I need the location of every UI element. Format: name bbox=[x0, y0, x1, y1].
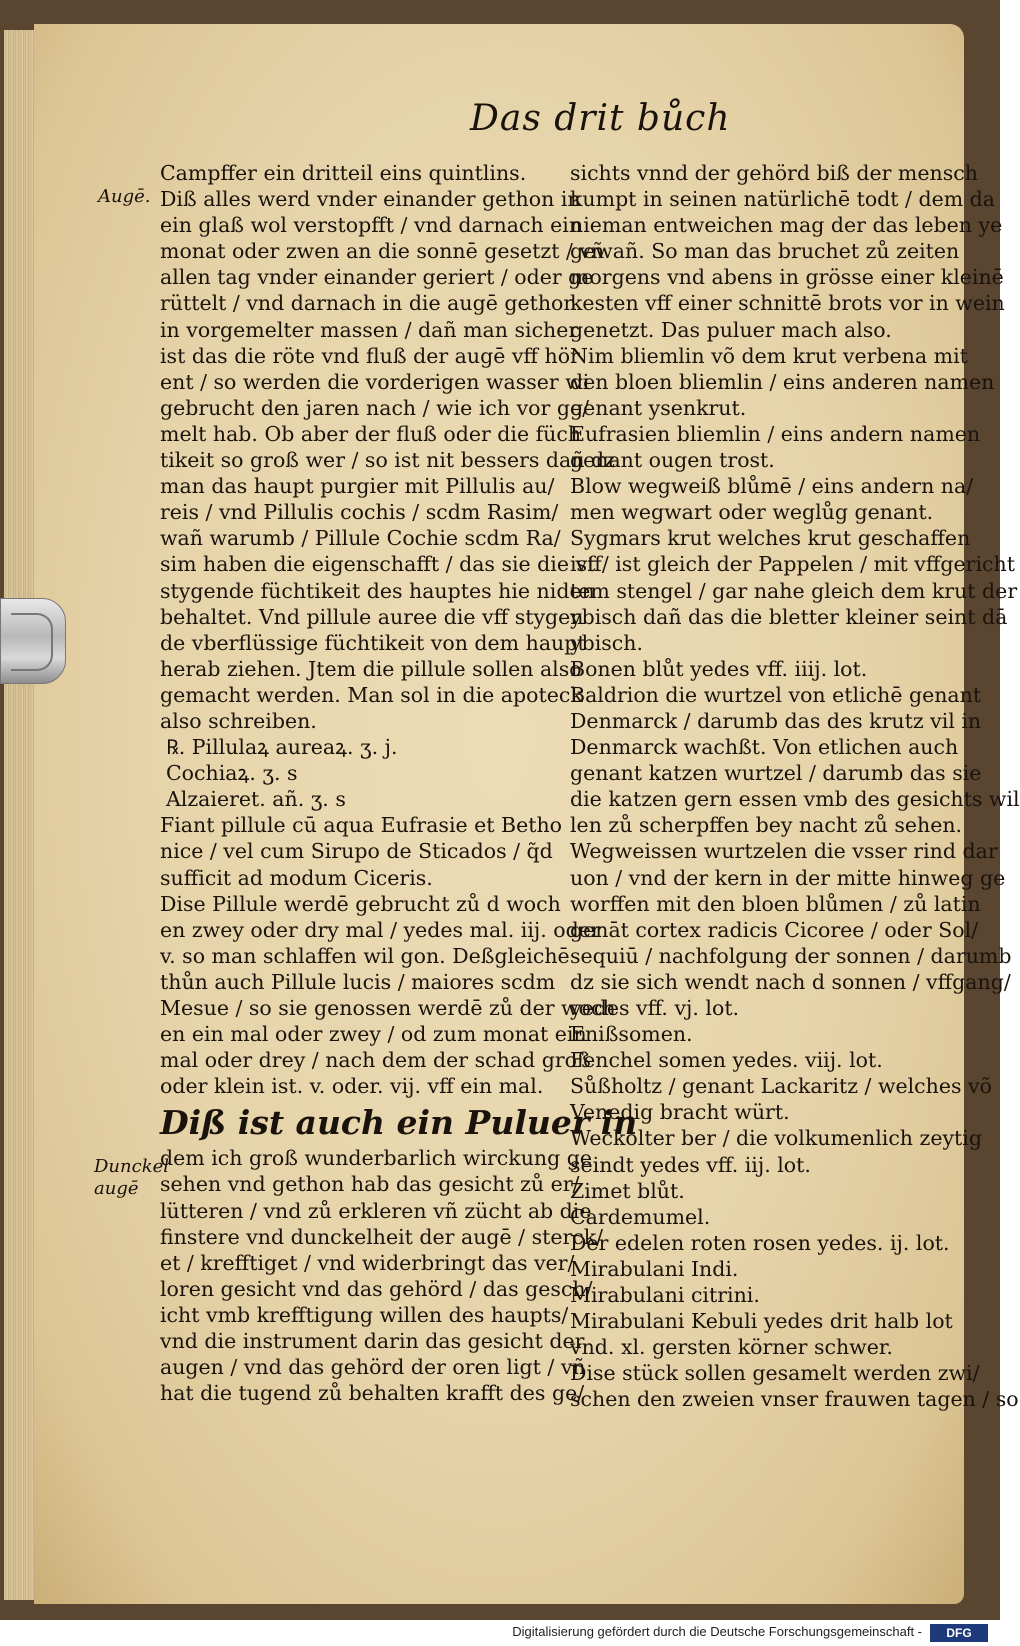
text-line: finstere vnd dunckelheit der augē / sterck/ bbox=[160, 1224, 604, 1249]
text-line: wañ warumb / Pillule Cochie scdm Ra/ bbox=[160, 526, 561, 551]
text-line: die katzen gern essen vmb des gesichts wil bbox=[570, 787, 1020, 812]
text-line: Mirabulani citrini. bbox=[570, 1283, 760, 1308]
text-line: genāt cortex radicis Cicoree / oder Sol/ bbox=[570, 917, 979, 942]
text-line: stygende füchtikeit des hauptes hie niden bbox=[160, 578, 595, 603]
text-line: Weckolter ber / die volkumenlich zeytig bbox=[570, 1126, 982, 1151]
text-line: ybisch. bbox=[570, 630, 643, 655]
text-line: worffen mit den bloen blůmen / zů latin bbox=[570, 891, 981, 916]
text-line: Zimet blůt. bbox=[570, 1178, 685, 1203]
text-line: en ein mal oder zwey / od zum monat ein bbox=[160, 1022, 587, 1047]
text-line: Sůßholtz / genant Lackaritz / welches võ bbox=[570, 1074, 992, 1099]
text-line: allen tag vnder einander geriert / oder ge bbox=[160, 265, 594, 290]
text-line: et / krefftiget / vnd widerbringt das ver/ bbox=[160, 1250, 575, 1275]
recipe-line: Cochiaꝝ. ʒ. s bbox=[166, 761, 298, 786]
text-line: genant katzen wurtzel / darumb das sie bbox=[570, 761, 982, 786]
right-text-block bbox=[570, 160, 1020, 1413]
text-line: kumpt in seinen natürlichē todt / dem da bbox=[570, 187, 996, 212]
text-line: vnd. xl. gersten körner schwer. bbox=[570, 1335, 893, 1360]
text-line: genant ougen trost. bbox=[570, 448, 775, 473]
text-line: vnd die instrument darin das gesicht der bbox=[160, 1329, 585, 1354]
text-line: sichts vnnd der gehörd biß der mensch bbox=[570, 161, 978, 185]
text-line: mal oder drey / nach dem der schad groß bbox=[160, 1048, 591, 1073]
text-line: dem ich groß wunderbarlich wirckung ge bbox=[160, 1146, 593, 1171]
left-text-block-b bbox=[160, 812, 616, 1099]
footer-credit: Digitalisierung gefördert durch die Deutsche Forschungsgemeinschaft - bbox=[512, 1624, 922, 1639]
text-line: ybisch dañ das die bletter kleiner seint dā bbox=[570, 604, 1008, 629]
text-line: Campffer ein dritteil eins quintlins. bbox=[160, 161, 527, 185]
text-line: Baldrion die wurtzel von etlichē genant bbox=[570, 682, 982, 707]
text-line: genant ysenkrut. bbox=[570, 395, 747, 420]
text-line: tikeit so groß wer / so ist nit bessers dañ dz bbox=[160, 448, 615, 473]
text-line: Fiant pillule cū aqua Eufrasie et Betho bbox=[160, 813, 563, 838]
text-line: ist das die röte vnd fluß der augē vff hör bbox=[160, 343, 580, 368]
text-line: gewañ. So man das bruchet zů zeiten bbox=[570, 239, 960, 264]
text-line: reis / vnd Pillulis cochis / scdm Rasim/ bbox=[160, 500, 559, 525]
recipe-line: ℞. Pillulaꝝ aureaꝝ. ʒ. j. bbox=[166, 735, 398, 760]
text-line: icht vmb krefftigung willen des haupts/ bbox=[160, 1302, 569, 1327]
text-line: augen / vnd das gehörd der oren ligt / vñ bbox=[160, 1355, 586, 1380]
text-line: Mirabulani Indi. bbox=[570, 1256, 739, 1281]
text-line: sequiū / nachfolgung der sonnen / darumb bbox=[570, 943, 1012, 968]
text-line: lütteren / vnd zů erkleren vñ zücht ab die bbox=[160, 1198, 592, 1223]
text-line: yedes vff. vj. lot. bbox=[570, 996, 740, 1020]
text-line: ent / so werden die vorderigen wasser wi bbox=[160, 369, 590, 394]
text-line: Sygmars krut welches krut geschaffen bbox=[570, 526, 971, 551]
text-line: Nim bliemlin võ dem krut verbena mit bbox=[570, 343, 968, 368]
text-line: behaltet. Vnd pillule auree die vff stygen bbox=[160, 604, 584, 629]
text-line: Mirabulani Kebuli yedes drit halb lot bbox=[570, 1309, 953, 1334]
text-line: Enißsomen. bbox=[570, 1022, 693, 1047]
right-column bbox=[570, 160, 1020, 1413]
text-line: Blow wegweiß blůmē / eins andern na/ bbox=[570, 474, 974, 499]
text-line: sufficit ad modum Ciceris. bbox=[160, 865, 433, 890]
text-line: rüttelt / vnd darnach in die augē gethon bbox=[160, 291, 577, 316]
text-line: dz sie sich wendt nach d sonnen / vffgang/ bbox=[570, 969, 1011, 994]
text-line: melt hab. Ob aber der fluß oder die füch bbox=[160, 421, 582, 446]
book-clip bbox=[0, 598, 66, 684]
recipe-block bbox=[160, 734, 556, 812]
text-line: Eufrasien bliemlin / eins andern namen bbox=[570, 421, 981, 446]
text-line: ein glaß wol verstopfft / vnd darnach ein bbox=[160, 213, 583, 238]
margin-note-dunckel-auge: Dunckel augē bbox=[94, 1156, 170, 1199]
text-line: genetzt. Das puluer mach also. bbox=[570, 317, 892, 342]
section-heading: Diß ist auch ein Puluer in bbox=[160, 1103, 638, 1143]
text-line: Der edelen roten rosen yedes. ij. lot. bbox=[570, 1230, 950, 1255]
text-line: v. so man schlaffen wil gon. Deßgleichē bbox=[160, 943, 570, 968]
text-line: loren gesicht vnd das gehörd / das gesch/ bbox=[160, 1276, 593, 1301]
text-line: Mesue / so sie genossen werdē zů der woch bbox=[160, 996, 616, 1020]
text-line: Dise stück sollen gesamelt werden zwi/ bbox=[570, 1361, 980, 1386]
text-line: tem stengel / gar nahe gleich dem krut der bbox=[570, 578, 1018, 603]
text-line: Bonen blůt yedes vff. iiij. lot. bbox=[570, 656, 868, 681]
text-line: Fenchel somen yedes. viij. lot. bbox=[570, 1048, 883, 1073]
text-line: Denmarck / darumb das des krutz vil in bbox=[570, 708, 982, 733]
text-line: sehen vnd gethon hab das gesicht zů er/ bbox=[160, 1172, 580, 1197]
text-line: kesten vff einer schnittē brots vor in wein bbox=[570, 291, 1005, 316]
text-line: oder klein ist. v. oder. vij. vff ein mal. bbox=[160, 1074, 544, 1099]
text-line: gemacht werden. Man sol in die apoteck bbox=[160, 682, 583, 707]
text-line: den bloen bliemlin / eins anderen namen bbox=[570, 369, 995, 394]
dfg-logo: DFG bbox=[930, 1624, 988, 1642]
text-line: hat die tugend zů behalten krafft des ge/ bbox=[160, 1381, 585, 1406]
running-head: Das drit bůch bbox=[470, 98, 731, 139]
text-line: nieman entweichen mag der das leben ye bbox=[570, 213, 1003, 238]
text-line: morgens vnd abens in grösse einer kleinē bbox=[570, 265, 1004, 290]
text-line: ist / ist gleich der Pappelen / mit vffgericht bbox=[570, 552, 1015, 577]
page-edges bbox=[4, 30, 38, 1600]
text-line: nice / vel cum Sirupo de Sticados / q̃d bbox=[160, 839, 553, 864]
text-line: Dise Pillule werdē gebrucht zů d woch bbox=[160, 891, 561, 916]
text-line: men wegwart oder weglůg genant. bbox=[570, 500, 934, 525]
text-line: en zwey oder dry mal / yedes mal. iij. oder bbox=[160, 917, 601, 942]
text-line: seindt yedes vff. iij. lot. bbox=[570, 1152, 811, 1177]
text-line: Denmarck wachßt. Von etlichen auch bbox=[570, 735, 959, 760]
text-line: monat oder zwen an die sonnē gesetzt / vñ bbox=[160, 239, 605, 264]
text-line: schen den zweien vnser frauwen tagen / so bbox=[570, 1387, 1019, 1412]
text-line: gebrucht den jaren nach / wie ich vor ge/ bbox=[160, 395, 589, 420]
text-line: Wegweissen wurtzelen die vsser rind dar bbox=[570, 839, 998, 864]
text-line: uon / vnd der kern in der mitte hinweg ge bbox=[570, 865, 1006, 890]
text-line: also schreiben. bbox=[160, 708, 317, 733]
text-line: man das haupt purgier mit Pillulis au/ bbox=[160, 474, 555, 499]
text-line: de vberflüssige füchtikeit von dem haupt bbox=[160, 630, 586, 655]
text-line: sim haben die eigenschafft / das sie die vff bbox=[160, 552, 602, 577]
text-line: Venedig bracht würt. bbox=[570, 1100, 790, 1125]
left-text-block-c bbox=[160, 1145, 604, 1406]
margin-note-auge: Augē. bbox=[98, 186, 151, 207]
recipe-line: Alzaieret. añ. ʒ. s bbox=[166, 787, 346, 812]
text-line: len zů scherpffen bey nacht zů sehen. bbox=[570, 813, 963, 838]
text-line: Diß alles werd vnder einander gethon in bbox=[160, 187, 581, 212]
text-line: thůn auch Pillule lucis / maiores scdm bbox=[160, 969, 556, 994]
text-line: herab ziehen. Jtem die pillule sollen also bbox=[160, 656, 582, 681]
footer-bar bbox=[0, 1620, 1000, 1646]
text-line: Cardemumel. bbox=[570, 1204, 711, 1229]
text-line: in vorgemelter massen / dañ man sicher bbox=[160, 317, 579, 342]
